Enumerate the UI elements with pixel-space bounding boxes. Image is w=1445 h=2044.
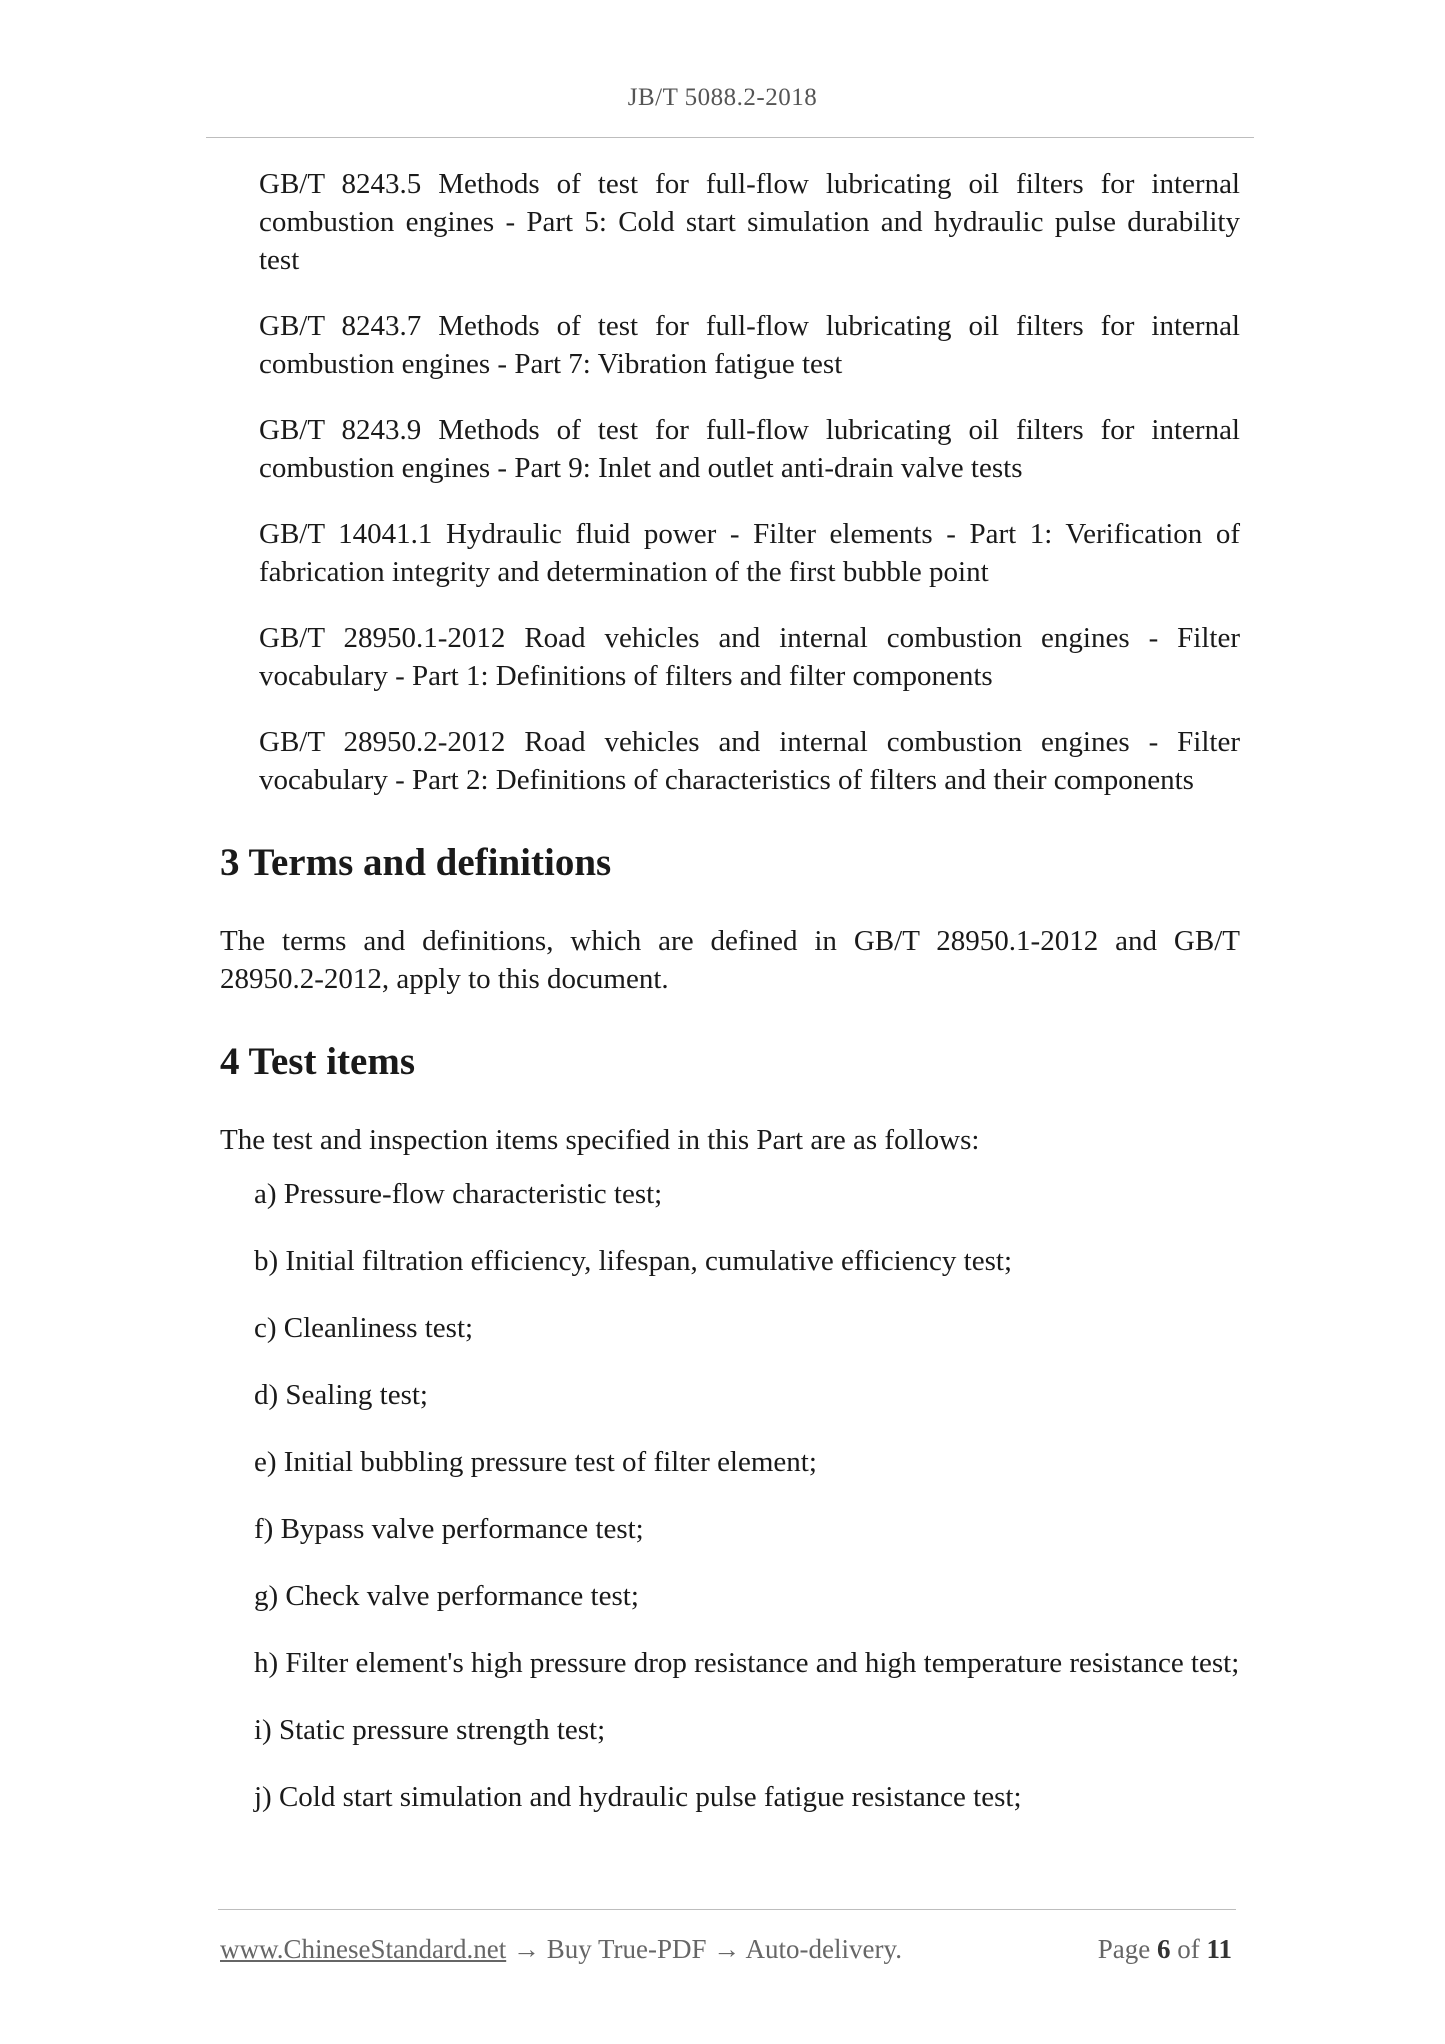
terms-paragraph: The terms and definitions, which are defined in GB/T 28950.1-2012 and GB/T 28950.2-2012, apply to this document. (220, 925, 1240, 995)
test-items-intro: The test and inspection items specified in this Part are as follows: (220, 1124, 980, 1156)
footer-promo-text: → Buy True-PDF → Auto-delivery. (506, 1934, 902, 1964)
test-item: i) Static pressure strength test; (254, 1714, 606, 1746)
reference-item: GB/T 8243.7 Methods of test for full-flow lubricating oil filters for internal combustion engines - Part 7: Vibration fatigue test (259, 310, 1240, 380)
page-number (1098, 1931, 1232, 1967)
page-label: Page (1097, 1934, 1151, 1964)
test-item: e) Initial bubbling pressure test of filter element; (254, 1446, 817, 1478)
test-item: c) Cleanliness test; (254, 1312, 474, 1344)
test-item: b) Initial filtration efficiency, lifespan, cumulative efficiency test; (254, 1245, 1013, 1277)
reference-item: GB/T 8243.5 Methods of test for full-flow lubricating oil filters for internal combustion engines - Part 5: Cold start simulation and hydraulic pulse durability test (259, 168, 1240, 276)
page-current: 6 (1156, 1934, 1171, 1964)
test-item: g) Check valve performance test; (254, 1580, 639, 1612)
section-heading-test-items: 4 Test items (220, 1040, 415, 1083)
test-item: a) Pressure-flow characteristic test; (254, 1178, 663, 1210)
section-heading-terms: 3 Terms and definitions (220, 841, 612, 884)
normative-references-list (220, 165, 1240, 799)
page-footer (220, 1931, 1232, 1967)
header-divider (206, 137, 1254, 138)
page-header: JB/T 5088.2-2018 (627, 84, 818, 111)
page-total: 11 (1206, 1934, 1232, 1964)
test-item: h) Filter element's high pressure drop resistance and high temperature resistance test; (254, 1647, 1240, 1679)
document-body (220, 165, 1240, 1845)
test-item: j) Cold start simulation and hydraulic pulse fatigue resistance test; (254, 1781, 1022, 1813)
test-item: d) Sealing test; (254, 1379, 428, 1411)
reference-item: GB/T 28950.1-2012 Road vehicles and internal combustion engines - Filter vocabulary - Part 1: Definitions of filters and filter components (259, 622, 1240, 692)
reference-item: GB/T 14041.1 Hydraulic fluid power - Filter elements - Part 1: Verification of fabrication integrity and determination of the first bubble point (259, 518, 1240, 588)
test-items-list (220, 1175, 1240, 1816)
of-label: of (1177, 1934, 1200, 1964)
website-link[interactable]: www.ChineseStandard.net (220, 1934, 507, 1964)
reference-item: GB/T 8243.9 Methods of test for full-flow lubricating oil filters for internal combustion engines - Part 9: Inlet and outlet anti-drain valve tests (259, 414, 1240, 484)
reference-item: GB/T 28950.2-2012 Road vehicles and internal combustion engines - Filter vocabulary - Part 2: Definitions of characteristics of filters and their components (259, 726, 1240, 796)
footer-divider (218, 1909, 1236, 1910)
test-item: f) Bypass valve performance test; (254, 1513, 644, 1545)
